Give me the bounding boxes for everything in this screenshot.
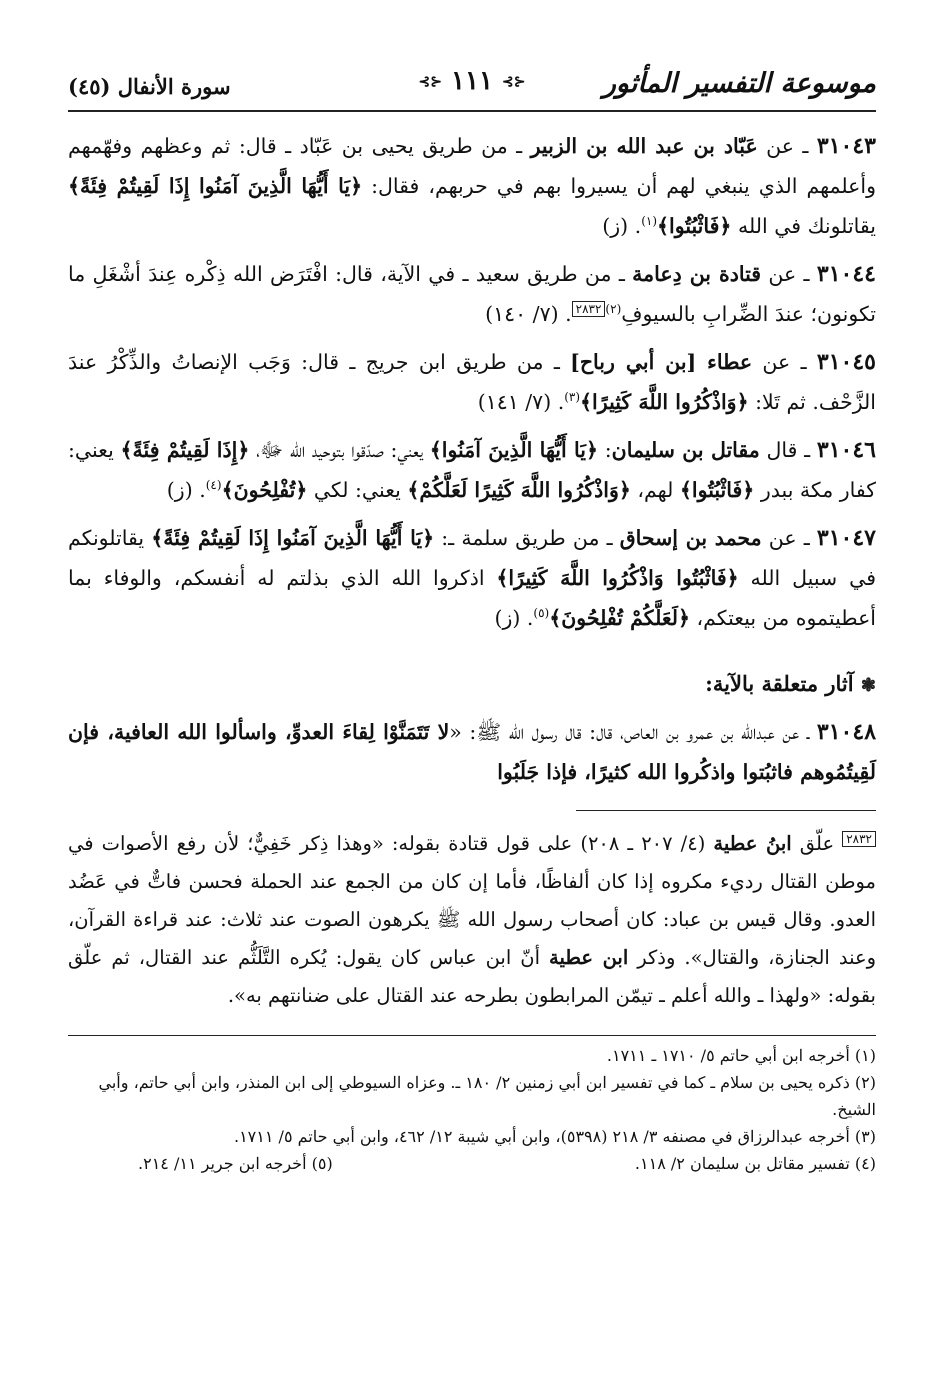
footnote-divider: [68, 1035, 876, 1036]
footnotes: [68, 1042, 876, 1177]
flower-ornament-icon: ❃: [860, 675, 876, 696]
commentary: ٢٨٣٢ علّق ابنُ عطية (٤/ ٢٠٧ ـ ٢٠٨) على قول قتادة بقوله: «وهذا ذِكر خَفِيٌّ؛ لأن رفع الأصوات في موطن القتال رديء مكروه إذا كان ألفاظًا، فأما إن كان من الجمع عند الحملة فحسن فاتٌّ في عَضُد العدو. وقال قيس بن عباد: كان أصحاب رسول الله ﷺ يكرهون الصوت عند ثلاث: عند قراءة القرآن، وعند الجنازة، والقتال». وذكر ابن عطية أنّ ابن عباس كان يقول: يُكره التَّلَثُّم عند القتال، ثم علّق بقوله: «ولهذا ـ والله أعلم ـ تيمّن المرابطون بطرحه عند القتال على ضنانتهم به».: [68, 831, 877, 1007]
footnote-1: (١) أخرجه ابن أبي حاتم ٥/ ١٧١٠ ـ ١٧١١.: [606, 1046, 876, 1065]
ornament-icon: ⊰⊱: [502, 74, 526, 90]
ornament-icon: ⊰⊱: [418, 74, 442, 90]
narration-31043: ٣١٠٤٣ ـ عن عَبّاد بن عبد الله بن الزبير ـ من طريق يحيى بن عَبّاد ـ قال: ثم وعظهم وفهّمهم وأعلمهم الذي ينبغي لهم أن يسيروا بهم في حربهم، فقال: ﴿يَا أَيُّهَا الَّذِينَ آمَنُوا إِذَا لَقِيتُمْ فِئَةً﴾ يقاتلونك في الله ﴿فَاثْبُتُوا﴾$^{(١)}$. (ز): [68, 133, 877, 238]
running-header: [68, 64, 876, 112]
footnote-5: (٥) أخرجه ابن جرير ١١/ ٢١٤.: [138, 1154, 333, 1173]
hadith-31048: ٣١٠٤٨ ـ عن عبدالله بن عمرو بن العاص، قال: قال رسول الله ﷺ: «لا تَتَمَنَّوْا لِقاءَ العدوِّ، واسألوا الله العافية، فإن لَقِيتُمُوهم فاثبُتوا واذكُروا الله كثيرًا، فإذا جَلَبُوا: [68, 719, 877, 784]
footnote-2: (٢) ذكره يحيى بن سلام ـ كما في تفسير ابن أبي زمنين ٢/ ١٨٠ ـ. وعزاه السيوطي إلى ابن المنذر، وابن أبي حاتم، وأبي الشيخ.: [98, 1073, 876, 1119]
narration-31046: ٣١٠٤٦ ـ قال مقاتل بن سليمان: ﴿يَا أَيُّهَا الَّذِينَ آمَنُوا﴾ يعني: صدّقوا بتوحيد الله ﷻ، ﴿إِذَا لَقِيتُمْ فِئَةً﴾ يعني: كفار مكة ببدر ﴿فَاثْبُتُوا﴾ لهم، ﴿وَاذْكُرُوا اللَّهَ كَثِيرًا لَعَلَّكُمْ﴾ يعني: لكي ﴿تُفْلِحُونَ﴾$^{(٤)}$. (ز): [68, 437, 876, 502]
footnote-4: (٤) تفسير مقاتل بن سليمان ٢/ ١١٨.: [634, 1154, 876, 1173]
section-heading: ❃ آثار متعلقة بالآية:: [705, 671, 876, 696]
commentary-ref: ٢٨٣٢: [572, 301, 606, 317]
narration-31047: ٣١٠٤٧ ـ عن محمد بن إسحاق ـ من طريق سلمة ـ: ﴿يَا أَيُّهَا الَّذِينَ آمَنُوا إِذَا لَقِيتُمْ فِئَةً﴾ يقاتلونكم في سبيل الله ﴿فَاثْبُتُوا وَاذْكُرُوا اللَّهَ كَثِيرًا﴾ اذكروا الله الذي بذلتم له أنفسكم، والوفاء بما أعطيتموه من بيعتكم، ﴿لَعَلَّكُمْ تُفْلِحُونَ﴾$^{(٥)}$. (ز): [68, 525, 876, 630]
page: [68, 64, 876, 1177]
divider: [576, 810, 876, 811]
narrations: [68, 126, 876, 638]
page-number: ١١١: [451, 66, 493, 96]
footnote-row: [68, 1150, 876, 1177]
surah-title: سورة الأنفال (٤٥): [68, 74, 231, 99]
narration-31045: ٣١٠٤٥ ـ عن عطاء [بن أبي رباح] ـ من طريق ابن جريج ـ قال: وَجَب الإنصاتُ والذِّكْرُ عندَ الزَّحْف. ثم تَلا: ﴿وَاذْكُرُوا اللَّهَ كَثِيرًا﴾$^{(٣)}$. (٧/ ١٤١): [68, 349, 876, 414]
commentary-ref: ٢٨٣٢: [842, 831, 876, 847]
narration-31044: ٣١٠٤٤ ـ عن قتادة بن دِعامة ـ من طريق سعيد ـ في الآية، قال: افْتَرَض الله ذِكْره عِندَ أشْغَلِ ما تكونون؛ عندَ الضِّرابِ بالسيوفِ$^{(٢)}$٢٨٣٢. (٧/ ١٤٠): [68, 261, 876, 326]
footnote-3: (٣) أخرجه عبدالرزاق في مصنفه ٣/ ٢١٨ (٥٣٩٨)، وابن أبي شيبة ١٢/ ٤٦٢، وابن أبي حاتم ٥/ ١٧١١.: [233, 1127, 876, 1146]
book-title: موسوعة التفسير المأثور: [602, 68, 876, 99]
